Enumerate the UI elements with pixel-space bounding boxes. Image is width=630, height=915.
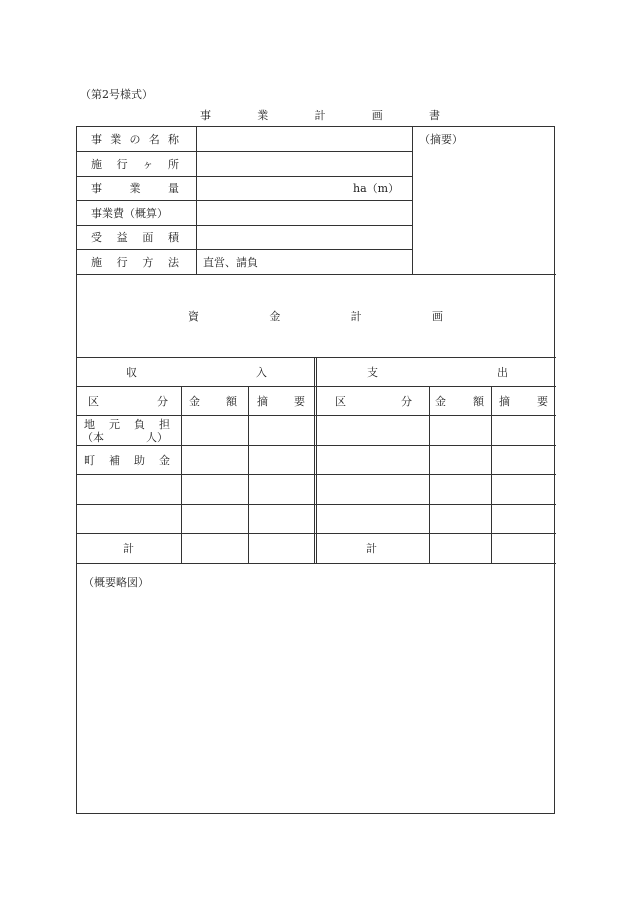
rule — [77, 415, 556, 416]
label-char: 面 — [142, 231, 154, 244]
income-col-amount — [189, 386, 237, 415]
execution-method-field[interactable]: 直営、請負 — [203, 255, 258, 269]
label-char: 益 — [116, 231, 128, 244]
title-char: 計 — [314, 109, 326, 122]
label-char: 業 — [129, 182, 141, 195]
project-name-label — [91, 127, 179, 151]
header-char: 額 — [473, 394, 484, 408]
rule — [491, 386, 492, 563]
site-location-label — [91, 151, 179, 176]
rule — [181, 386, 182, 563]
label-char: 名 — [148, 133, 160, 146]
title-char: 資 — [188, 309, 199, 323]
header-char: 摘 — [257, 394, 268, 408]
header-char: 区 — [88, 394, 99, 408]
label-char: 助 — [134, 453, 145, 467]
rule — [248, 386, 249, 563]
label-char: 町 — [84, 453, 95, 467]
rule — [429, 386, 430, 563]
label-char: （本 — [82, 430, 104, 444]
label-char: 所 — [167, 157, 179, 171]
label-char: 方 — [142, 255, 154, 269]
header-char: 収 — [126, 365, 137, 379]
title-char: 画 — [431, 309, 443, 323]
title-char: 画 — [371, 109, 383, 122]
project-volume-label — [91, 176, 179, 200]
rule — [77, 563, 556, 564]
benefit-area-label — [91, 225, 179, 249]
rule — [77, 533, 556, 534]
header-char: 要 — [537, 394, 548, 408]
label-char: 補 — [109, 453, 120, 467]
expense-col-remarks — [499, 386, 548, 415]
document-title — [200, 107, 440, 123]
label-char: 積 — [167, 231, 179, 244]
project-cost-label: 事業費（概算） — [91, 206, 168, 220]
funding-plan-title — [188, 274, 443, 357]
project-volume-field[interactable] — [201, 176, 351, 200]
local-burden-sublabel — [82, 430, 168, 443]
header-char: 金 — [189, 394, 200, 408]
label-char: 担 — [159, 417, 170, 431]
label-char: 行 — [116, 255, 128, 269]
label-char: 施 — [91, 255, 102, 269]
label-char: 事 — [91, 182, 102, 195]
header-char: 分 — [401, 394, 412, 408]
rule — [412, 127, 413, 274]
label-char: の — [129, 133, 141, 146]
label-char: 称 — [168, 133, 179, 146]
volume-unit: ha（m） — [353, 182, 400, 195]
label-char: 金 — [159, 453, 170, 467]
plan-form-table — [76, 126, 555, 814]
header-char: 摘 — [499, 394, 510, 408]
header-char: 分 — [157, 394, 168, 408]
expense-total-label: 計 — [366, 542, 377, 555]
title-char: 書 — [429, 109, 440, 122]
label-char: 施 — [91, 157, 102, 171]
header-char: 要 — [294, 394, 305, 408]
income-col-remarks — [257, 386, 305, 415]
income-col-category — [88, 386, 168, 415]
sketch-area[interactable] — [77, 593, 554, 813]
label-char: 受 — [91, 231, 102, 244]
label-char: 業 — [110, 133, 122, 146]
label-char: 負 — [134, 417, 145, 431]
label-char: 行 — [116, 157, 128, 171]
header-char: 金 — [435, 394, 446, 408]
header-char: 入 — [256, 365, 267, 379]
form-number: （第2号様式） — [80, 88, 153, 101]
label-char: 地 — [84, 417, 95, 431]
expense-col-category — [335, 386, 412, 415]
expense-header — [367, 357, 508, 386]
town-subsidy-label — [84, 445, 170, 474]
site-location-field[interactable] — [201, 151, 407, 176]
title-char: 業 — [257, 109, 269, 122]
rule — [77, 474, 556, 475]
label-char: 量 — [168, 182, 179, 195]
title-char: 金 — [269, 309, 281, 323]
title-char: 計 — [350, 309, 362, 323]
label-char: 元 — [109, 417, 120, 431]
header-char: 区 — [335, 394, 346, 408]
label-char: 人） — [146, 430, 168, 444]
project-name-field[interactable] — [201, 127, 407, 151]
execution-method-label — [91, 249, 179, 274]
header-char: 支 — [367, 365, 378, 379]
expense-col-amount — [435, 386, 484, 415]
remarks-label: （摘要） — [419, 133, 463, 146]
title-char: 事 — [200, 109, 211, 122]
label-char: 事 — [91, 133, 102, 146]
benefit-area-field[interactable] — [201, 225, 407, 249]
sketch-label: （概要略図） — [83, 576, 149, 589]
rule — [77, 504, 556, 505]
label-char: ヶ — [142, 157, 154, 171]
label-char: 法 — [167, 255, 179, 269]
header-char: 出 — [497, 365, 508, 379]
project-cost-field[interactable] — [201, 200, 407, 225]
income-total-label: 計 — [123, 542, 134, 555]
header-char: 額 — [226, 394, 237, 408]
income-header — [126, 357, 267, 386]
